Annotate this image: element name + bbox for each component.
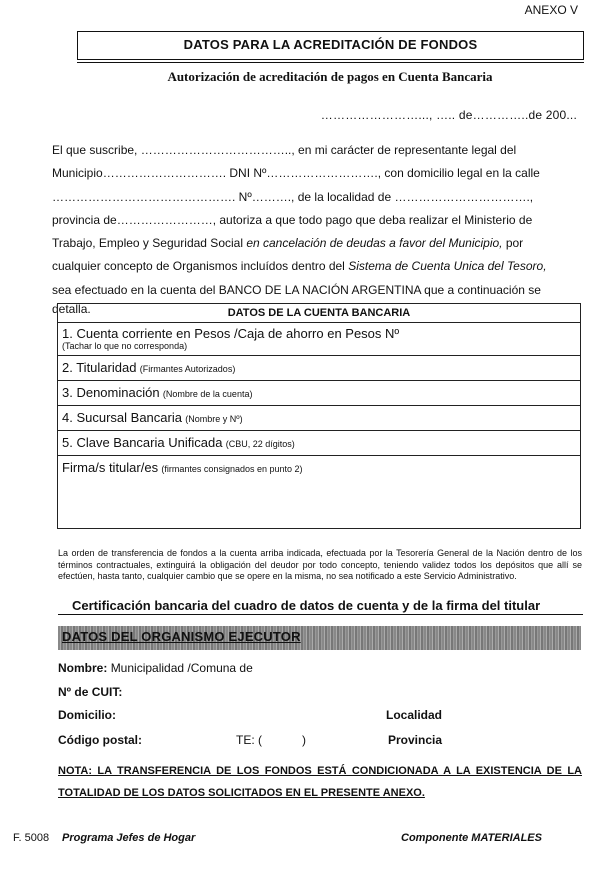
footer-program <box>62 832 195 844</box>
transfer-notice: La orden de transferencia de fondos a la cuenta arriba indicada, efectuada por la Tesorería General de la Nación dentro de los términos contractuales, extinguirá la obligación del deudor por todo concepto, teniendo validez todos los depósitos que allí se efectúen, hasta tanto, cualquier cambio que se opere en la misma, no sea notificado a este Servicio Administrativo. <box>58 548 582 581</box>
name-label: Nombre: <box>58 661 108 675</box>
footer-program-text: Programa Jefes de Hogar <box>62 832 196 844</box>
bank-row-branch[interactable] <box>58 406 581 431</box>
body-text: cualquier concepto de Organismos incluídos dentro del <box>52 259 349 274</box>
body-line <box>52 255 580 278</box>
executor-section-title: DATOS DEL ORGANISMO EJECUTOR <box>62 629 301 644</box>
row-hint: (firmantes consignados en punto 2) <box>161 464 303 474</box>
row-label: 3. Denominación <box>62 385 160 400</box>
note-text: NOTA: LA TRANSFERENCIA DE LOS FONDOS ESTÁ CONDICIONADA A LA EXISTENCIA DE LA TOTALIDAD DE LOS DATOS SOLICITADOS EN EL PRESENTE ANEXO. <box>58 765 582 799</box>
row-hint: (Nombre de la cuenta) <box>162 389 253 399</box>
row-label: Firma/s titular/es <box>62 460 159 475</box>
row-hint: (Nombre y Nº) <box>185 414 243 424</box>
bank-row-ownership[interactable] <box>58 356 581 381</box>
row-hint: (Tachar lo que no corresponda) <box>62 341 188 351</box>
address-label: Domicilio: <box>58 708 117 722</box>
row-label: 5. Clave Bancaria Unificada <box>62 435 223 450</box>
body-line: ………………………………………. Nº………., de la localidad de ……………………………., <box>52 189 534 204</box>
locality-label: Localidad <box>386 708 443 722</box>
name-value[interactable]: Municipalidad /Comuna de <box>110 661 253 675</box>
phone-label: TE: ( <box>236 733 262 747</box>
certification-heading: Certificación bancaria del cuadro de datos de cuenta y de la firma del titular <box>72 598 541 613</box>
body-text-italic: Sistema de Cuenta Unica del Tesoro, <box>348 259 547 274</box>
row-hint: (CBU, 22 dígitos) <box>225 439 295 449</box>
body-line: Municipio…………………………. DNI Nº………………………., con domicilio legal en la calle <box>52 166 540 181</box>
bank-row-cbu[interactable] <box>58 431 581 456</box>
bank-row-signature[interactable] <box>58 456 581 529</box>
footer-component <box>401 832 542 844</box>
annex-label: ANEXO V <box>524 3 578 17</box>
postal-code-label: Código postal: <box>58 733 142 747</box>
footer-component-text: Componente MATERIALES <box>401 832 542 844</box>
province-label: Provincia <box>388 733 443 747</box>
title-underline <box>77 62 584 63</box>
body-line: sea efectuado en la cuenta del BANCO DE LA NACIÓN ARGENTINA que a continuación se <box>52 282 541 297</box>
footer-form-code: F. 5008 <box>13 832 50 844</box>
name-field <box>58 661 253 675</box>
document-subtitle: Autorización de acreditación de pagos en Cuenta Bancaria <box>167 69 493 84</box>
row-hint: (Firmantes Autorizados) <box>139 364 236 374</box>
row-label: 4. Sucursal Bancaria <box>62 410 182 425</box>
bank-account-table <box>57 303 581 529</box>
body-line <box>52 232 580 255</box>
body-line: provincia de……………………, autoriza a que todo pago que deba realizar el Ministerio de <box>52 212 533 227</box>
date-line: ……………………..., ….. de…………..de 200... <box>320 108 577 122</box>
body-text-italic: en cancelación de deudas a favor del Municipio, <box>246 236 503 251</box>
body-line: detalla. <box>52 302 91 317</box>
body-line: El que suscribe, ……………………………….., en mi carácter de representante legal del <box>52 143 517 157</box>
bank-row-name[interactable] <box>58 381 581 406</box>
row-label: 1. Cuenta corriente en Pesos /Caja de ahorro en Pesos Nº <box>62 326 400 341</box>
certification-underline <box>58 614 583 615</box>
bank-row-account[interactable] <box>58 323 581 356</box>
body-text: Trabajo, Empleo y Seguridad Social <box>52 236 247 251</box>
document-title: DATOS PARA LA ACREDITACIÓN DE FONDOS <box>77 31 584 60</box>
bank-table-header: DATOS DE LA CUENTA BANCARIA <box>58 304 581 323</box>
row-label: 2. Titularidad <box>62 360 137 375</box>
authorization-text <box>52 139 580 316</box>
body-text: por <box>502 236 524 251</box>
phone-close: ) <box>302 733 306 747</box>
cuit-label: Nº de CUIT: <box>58 685 123 699</box>
